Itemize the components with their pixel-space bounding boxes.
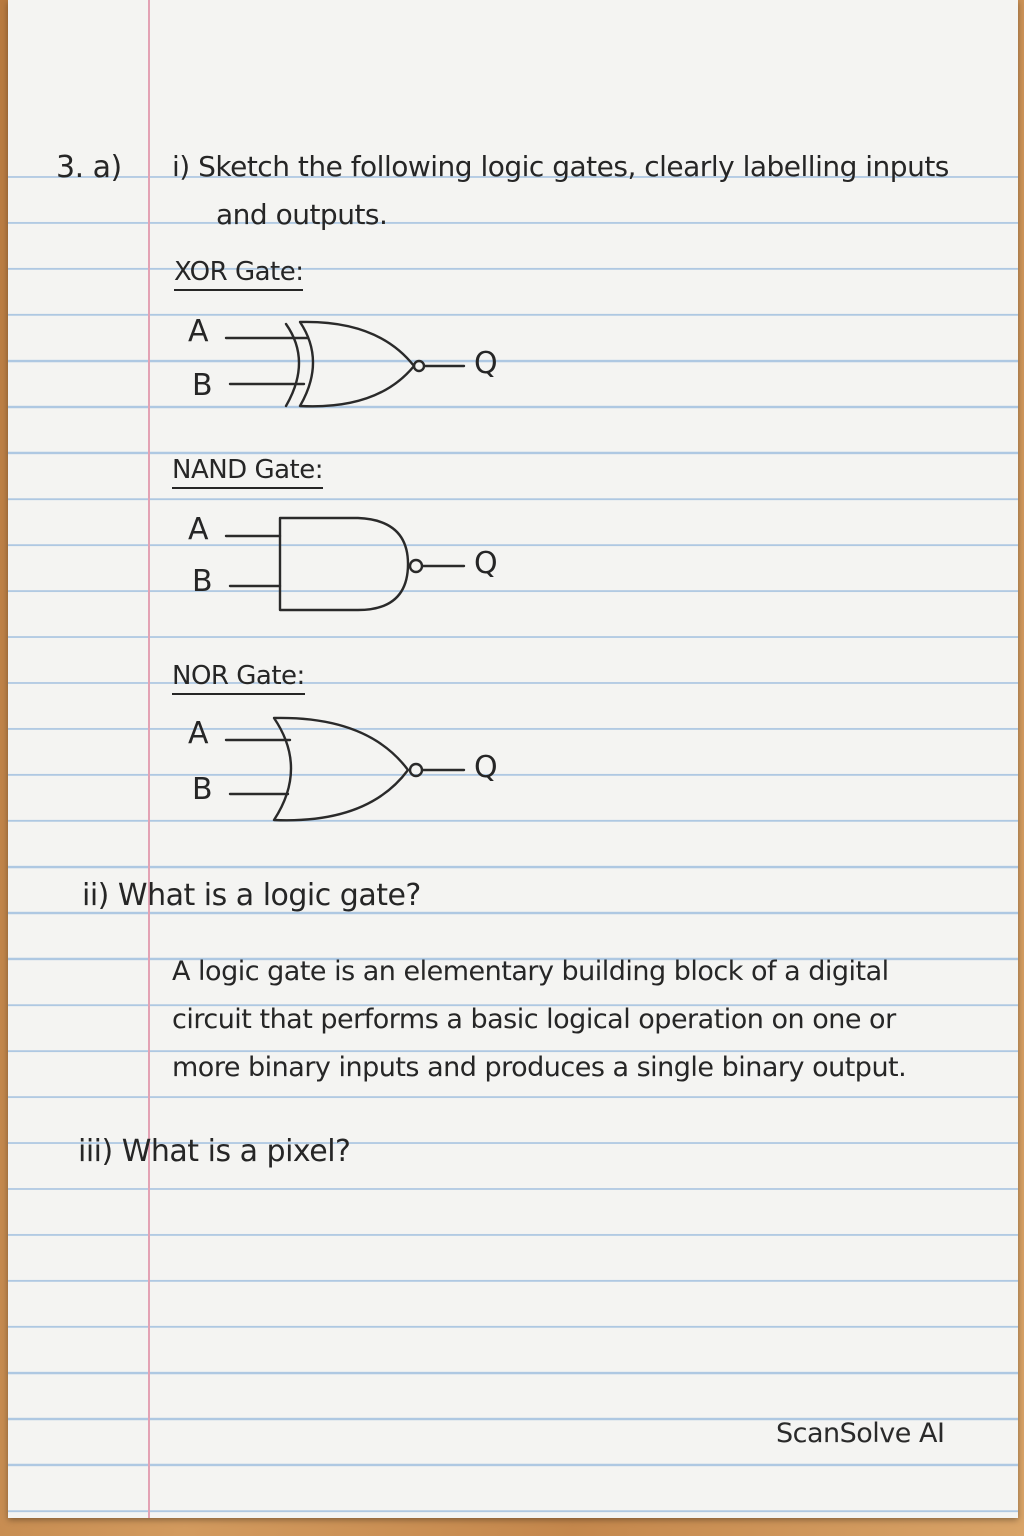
xor-input-b-label: B (192, 368, 213, 403)
notebook-page (8, 0, 1018, 1518)
nor-input-a-label: A (188, 716, 209, 751)
nand-gate-body (280, 518, 408, 610)
page-header-space (8, 0, 1018, 132)
nor-output-label: Q (474, 750, 498, 785)
xor-gate-title: XOR Gate: (174, 258, 303, 291)
answer-line-1: A logic gate is an elementary building block of a digital (172, 956, 889, 987)
scansolve-watermark: ScanSolve AI (776, 1418, 945, 1449)
xor-inversion-bubble (414, 361, 424, 371)
xor-output-label: Q (474, 346, 498, 381)
xor-extra-curve (286, 324, 299, 406)
xor-gate-symbol (208, 310, 508, 420)
nor-gate-symbol (208, 712, 508, 832)
question-part-i: i) Sketch the following logic gates, clearly labelling inputs (172, 150, 949, 183)
nor-inversion-bubble (410, 764, 422, 776)
nor-gate-title: NOR Gate: (172, 662, 305, 695)
answer-line-2: circuit that performs a basic logical operation on one or (172, 1004, 896, 1035)
xor-gate-body (300, 322, 414, 406)
margin-line (148, 0, 150, 1518)
xor-input-a-label: A (188, 314, 209, 349)
question-number: 3. a) (56, 150, 122, 185)
nor-gate-body (274, 718, 408, 820)
nand-input-b-label: B (192, 564, 213, 599)
nand-inversion-bubble (410, 560, 422, 572)
nand-output-label: Q (474, 546, 498, 581)
nand-gate-title: NAND Gate: (172, 456, 323, 489)
nand-gate-symbol (208, 510, 508, 620)
question-part-iii: iii) What is a pixel? (78, 1134, 351, 1169)
answer-line-3: more binary inputs and produces a single binary output. (172, 1052, 907, 1083)
nor-input-b-label: B (192, 772, 213, 807)
question-part-i-continued: and outputs. (216, 198, 388, 231)
question-part-ii: ii) What is a logic gate? (82, 878, 421, 913)
nand-input-a-label: A (188, 512, 209, 547)
